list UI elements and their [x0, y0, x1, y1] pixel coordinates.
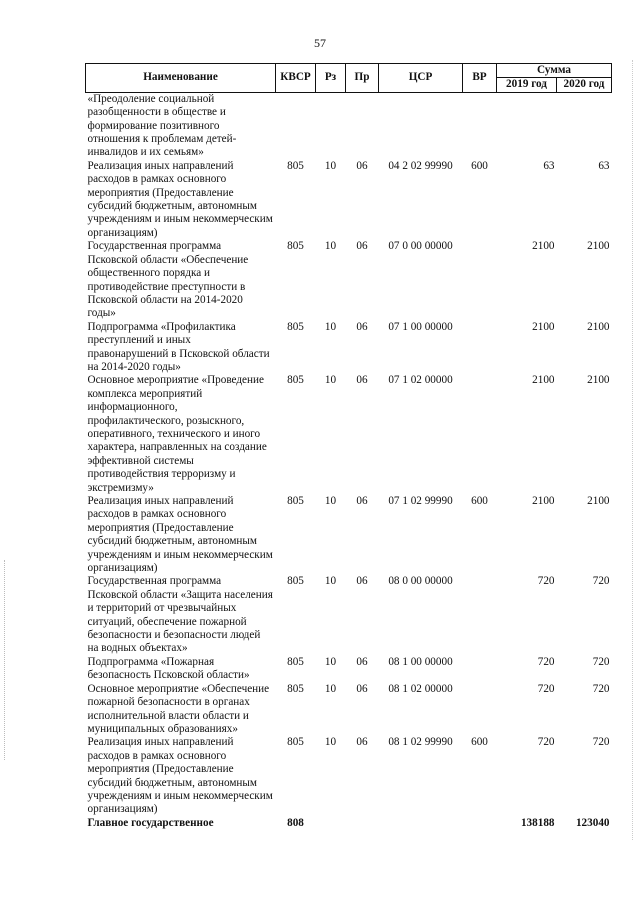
scan-edge-mark: [632, 60, 634, 840]
row-sum-2020: 63: [598, 159, 610, 172]
row-kvsr: 805: [287, 682, 304, 695]
table-row: [86, 683, 612, 737]
table-row: [86, 374, 612, 495]
header-vr: ВР: [463, 64, 497, 93]
row-pr: [346, 817, 379, 830]
row-name: Государственная программа Псковской области «Защита населения и территорий от чрезвычайных ситуаций, обеспечение пожарной безопасности и безопасности людей на водных объектах»: [87, 575, 273, 655]
row-csr: 08 1 00 00000: [388, 655, 453, 668]
row-rz: 10: [324, 320, 337, 333]
header-name: Наименование: [86, 64, 276, 93]
row-pr: [346, 92, 379, 160]
row-csr: 07 1 02 99990: [388, 495, 453, 507]
row-name: Главное государственное: [87, 816, 214, 829]
row-csr: 08 1 02 00000: [388, 682, 453, 695]
row-csr: [379, 92, 463, 160]
header-kvsr: КВСР: [276, 64, 316, 93]
row-rz: [316, 92, 346, 160]
row-sum-2020: 2100: [587, 240, 610, 253]
row-rz: [316, 817, 346, 830]
row-pr: 06: [356, 159, 368, 172]
row-vr: [463, 575, 497, 655]
row-sum-2020: 720: [592, 682, 610, 695]
row-pr: 06: [356, 575, 368, 588]
scan-edge-mark: [4, 560, 6, 760]
row-pr: 06: [356, 655, 368, 668]
row-rz: 10: [324, 374, 337, 387]
row-sum-2019: 2100: [532, 320, 555, 333]
table-row: [86, 321, 612, 375]
row-pr: 06: [356, 495, 368, 507]
row-sum-2019: [497, 92, 557, 160]
row-kvsr: 805: [287, 374, 304, 387]
row-name: Подпрограмма «Пожарная безопасность Псковской области»: [87, 655, 250, 682]
row-kvsr: 805: [287, 159, 304, 172]
row-csr: 08 1 02 99990: [388, 736, 453, 749]
table-row-total: [86, 817, 612, 830]
row-vr: 600: [471, 736, 488, 749]
row-vr: [463, 321, 497, 375]
page-number: 57: [314, 36, 326, 50]
row-sum-2020: 2100: [587, 374, 610, 387]
table-row: [86, 240, 612, 320]
row-name: Реализация иных направлений расходов в рамках основного мероприятия (Предоставление субсидий бюджетным, автономным учреждениям и иным некоммерческим организациям): [87, 159, 273, 239]
table-body: [86, 92, 612, 830]
table-row: [86, 160, 612, 240]
table-row: [86, 495, 612, 575]
row-pr: 06: [356, 374, 368, 387]
row-sum-2019: 138188: [520, 816, 555, 829]
row-kvsr: 805: [287, 655, 304, 668]
row-rz: 10: [324, 575, 337, 588]
row-csr: 07 1 02 00000: [388, 374, 453, 387]
row-name: «Преодоление социальной разобщенности в обществе и формирование позитивного отношения к проблемам детей-инвалидов и их семьям»: [87, 92, 237, 159]
row-sum-2019: 720: [537, 655, 555, 668]
row-kvsr: 805: [287, 736, 304, 749]
row-vr: 600: [471, 159, 488, 172]
row-sum-2019: 720: [537, 682, 555, 695]
row-sum-2019: 2100: [532, 240, 555, 253]
row-sum-2019: 63: [543, 159, 555, 172]
row-sum-2020: 2100: [587, 320, 610, 333]
header-csr: ЦСР: [379, 64, 463, 93]
row-sum-2020: 2100: [587, 495, 610, 507]
row-pr: 06: [356, 736, 368, 749]
row-rz: 10: [324, 495, 337, 507]
row-rz: 10: [324, 736, 337, 749]
row-sum-2020: [557, 92, 612, 160]
row-name: Реализация иных направлений расходов в рамках основного мероприятия (Предоставление субсидий бюджетным, автономным учреждениям и иным некоммерческим организациям): [87, 495, 273, 575]
table-row: [86, 575, 612, 655]
row-kvsr: 805: [287, 240, 304, 253]
row-csr: 07 1 00 00000: [388, 320, 453, 333]
budget-table: [85, 63, 612, 830]
row-rz: 10: [324, 682, 337, 695]
row-sum-2019: 2100: [532, 495, 555, 507]
row-name: Государственная программа Псковской области «Обеспечение общественного порядка и противодействие преступности в Псковской области на 2014-2020 годы»: [87, 240, 249, 320]
row-pr: 06: [356, 320, 368, 333]
header-year-2020: 2020 год: [557, 78, 612, 92]
row-csr: 08 0 00 00000: [388, 575, 453, 588]
table-row: [86, 656, 612, 683]
header-year-2019: 2019 год: [497, 78, 557, 92]
row-sum-2020: 720: [592, 575, 610, 588]
row-rz: 10: [324, 159, 337, 172]
row-vr: [463, 656, 497, 683]
row-vr: [463, 374, 497, 495]
header-pr: Пр: [346, 64, 379, 93]
row-kvsr: 805: [287, 495, 304, 507]
row-sum-2020: 123040: [575, 816, 610, 829]
row-vr: [463, 240, 497, 320]
row-rz: 10: [324, 240, 337, 253]
row-sum-2020: 720: [592, 655, 610, 668]
table-row: [86, 92, 612, 160]
row-vr: [463, 683, 497, 737]
row-sum-2019: 720: [537, 736, 555, 749]
row-name: Основное мероприятие «Проведение комплекса мероприятий информационного, профилактического, розыскного, оперативного, технического и иного характера, направленных на создание эффективной системы противодействия терроризму и экстремизму»: [87, 374, 267, 494]
table-row: [86, 736, 612, 816]
row-name: Подпрограмма «Профилактика преступлений и иных правонарушений в Псковской области на 2014-2020 годы»: [87, 320, 270, 373]
row-vr: 600: [471, 495, 488, 507]
row-csr: 04 2 02 99990: [388, 159, 453, 172]
row-pr: 06: [356, 240, 368, 253]
row-vr: [463, 817, 497, 830]
row-kvsr: 805: [287, 320, 304, 333]
row-kvsr: 805: [287, 575, 304, 588]
row-kvsr: 808: [287, 816, 304, 829]
row-kvsr: [276, 92, 316, 160]
row-rz: 10: [324, 655, 337, 668]
header-rz: Рз: [316, 64, 346, 93]
row-vr: [463, 92, 497, 160]
row-csr: [379, 817, 463, 830]
row-sum-2020: 720: [592, 736, 610, 749]
row-sum-2019: 2100: [532, 374, 555, 387]
row-csr: 07 0 00 00000: [388, 240, 453, 253]
header-sum: Сумма: [497, 64, 612, 78]
row-sum-2019: 720: [537, 575, 555, 588]
row-name: Реализация иных направлений расходов в рамках основного мероприятия (Предоставление субсидий бюджетным, автономным учреждениям и иным некоммерческим организациям): [87, 736, 273, 816]
row-name: Основное мероприятие «Обеспечение пожарной безопасности в органах исполнительной власти области и муниципальных образованиях»: [87, 682, 270, 735]
row-pr: 06: [356, 682, 368, 695]
